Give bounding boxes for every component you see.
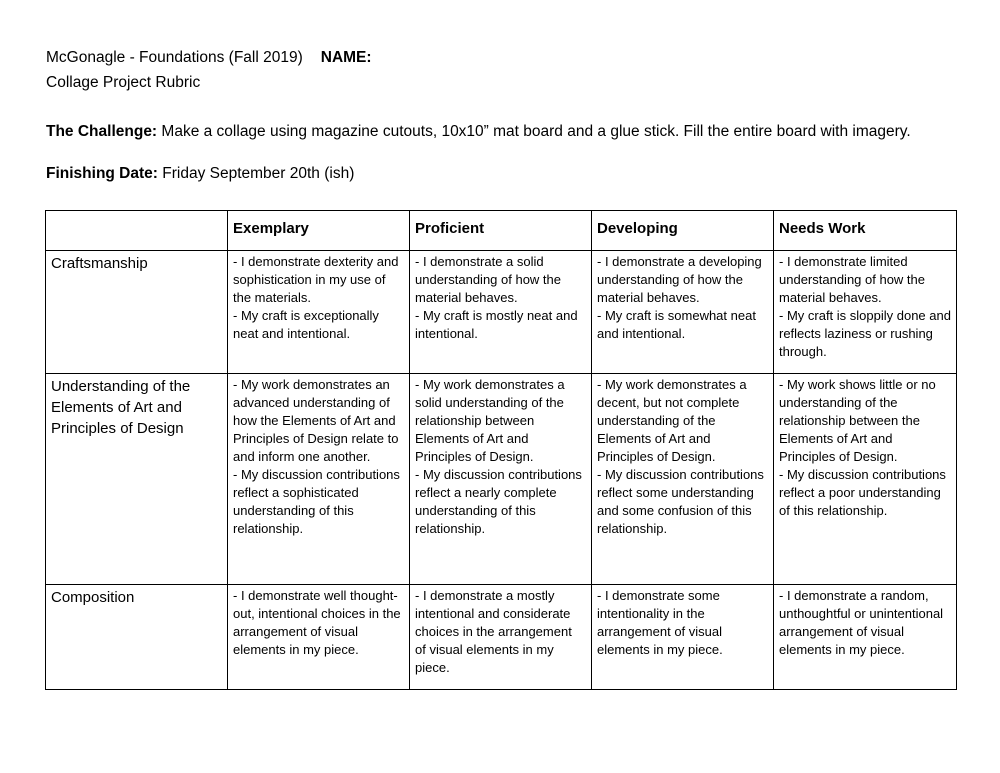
course-line <box>46 48 372 68</box>
descriptor-line: - I demonstrate dexterity and sophistication in my use of the materials. <box>233 254 399 305</box>
descriptor-line: - My discussion contributions reflect a sophisticated understanding of this relationship. <box>233 467 400 536</box>
criterion-cell: Craftsmanship <box>46 251 228 374</box>
descriptor-cell <box>592 251 774 374</box>
descriptor-cell <box>592 374 774 585</box>
descriptor-line: - My work demonstrates an advanced understanding of how the Elements of Art and Principles of Design relate to and inform one another. <box>233 377 399 464</box>
descriptor-line: - My discussion contributions reflect a nearly complete understanding of this relationship. <box>415 467 582 536</box>
project-title: Collage Project Rubric <box>46 74 201 91</box>
descriptor-line: - I demonstrate some intentionality in the arrangement of visual elements in my piece. <box>597 588 723 657</box>
header-cell-proficient: Proficient <box>410 211 592 251</box>
header-cell-developing: Developing <box>592 211 774 251</box>
descriptor-cell <box>410 251 592 374</box>
descriptor-line: - My craft is sloppily done and reflects laziness or rushing through. <box>779 308 951 359</box>
descriptor-cell <box>228 251 410 374</box>
descriptor-cell <box>228 374 410 585</box>
descriptor-line: - My work demonstrates a solid understanding of the relationship between Elements of Art and Principles of Design. <box>415 377 565 464</box>
rubric-row-craftsmanship <box>46 251 957 374</box>
challenge-line <box>46 122 911 142</box>
rubric-row-understanding <box>46 374 957 585</box>
descriptor-cell <box>228 585 410 690</box>
descriptor-line: - I demonstrate a developing understanding of how the material behaves. <box>597 254 762 305</box>
finishing-text: Friday September 20th (ish) <box>162 165 355 182</box>
descriptor-line: - My work demonstrates a decent, but not complete understanding of the Elements of Art and Principles of Design. <box>597 377 747 464</box>
challenge-text: Make a collage using magazine cutouts, 10x10” mat board and a glue stick. Fill the entire board with imagery. <box>161 123 911 140</box>
descriptor-line: - I demonstrate limited understanding of how the material behaves. <box>779 254 925 305</box>
criterion-cell: Understanding of the Elements of Art and Principles of Design <box>46 374 228 585</box>
descriptor-line: - I demonstrate a mostly intentional and considerate choices in the arrangement of visual elements in my piece. <box>415 588 572 675</box>
rubric-row-composition <box>46 585 957 690</box>
descriptor-line: - My work shows little or no understanding of the relationship between the Elements of Art and Principles of Design. <box>779 377 936 464</box>
descriptor-line: - My craft is mostly neat and intentional. <box>415 308 578 341</box>
finishing-label: Finishing Date: <box>46 165 158 182</box>
descriptor-line: - My craft is somewhat neat and intentional. <box>597 308 756 341</box>
descriptor-line: - My craft is exceptionally neat and intentional. <box>233 308 379 341</box>
descriptor-cell <box>410 585 592 690</box>
header-row <box>46 211 957 251</box>
header-cell-exemplary: Exemplary <box>228 211 410 251</box>
descriptor-line: - My discussion contributions reflect a poor understanding of this relationship. <box>779 467 946 518</box>
descriptor-line: - I demonstrate well thought-out, intentional choices in the arrangement of visual elements in my piece. <box>233 588 401 657</box>
descriptor-line: - I demonstrate a random, unthoughtful or unintentional arrangement of visual elements in my piece. <box>779 588 944 657</box>
rubric-table <box>45 210 957 690</box>
name-label: NAME: <box>320 49 372 66</box>
descriptor-cell <box>410 374 592 585</box>
descriptor-cell <box>592 585 774 690</box>
course-title: McGonagle - Foundations (Fall 2019) <box>46 49 303 66</box>
descriptor-cell <box>774 585 957 690</box>
header-cell-needs-work: Needs Work <box>774 211 957 251</box>
header-cell-blank <box>46 211 228 251</box>
challenge-label: The Challenge: <box>46 123 158 140</box>
descriptor-line: - I demonstrate a solid understanding of how the material behaves. <box>415 254 561 305</box>
finishing-line <box>46 164 354 184</box>
criterion-cell: Composition <box>46 585 228 690</box>
descriptor-cell <box>774 251 957 374</box>
descriptor-cell <box>774 374 957 585</box>
descriptor-line: - My discussion contributions reflect some understanding and some confusion of this relationship. <box>597 467 764 536</box>
